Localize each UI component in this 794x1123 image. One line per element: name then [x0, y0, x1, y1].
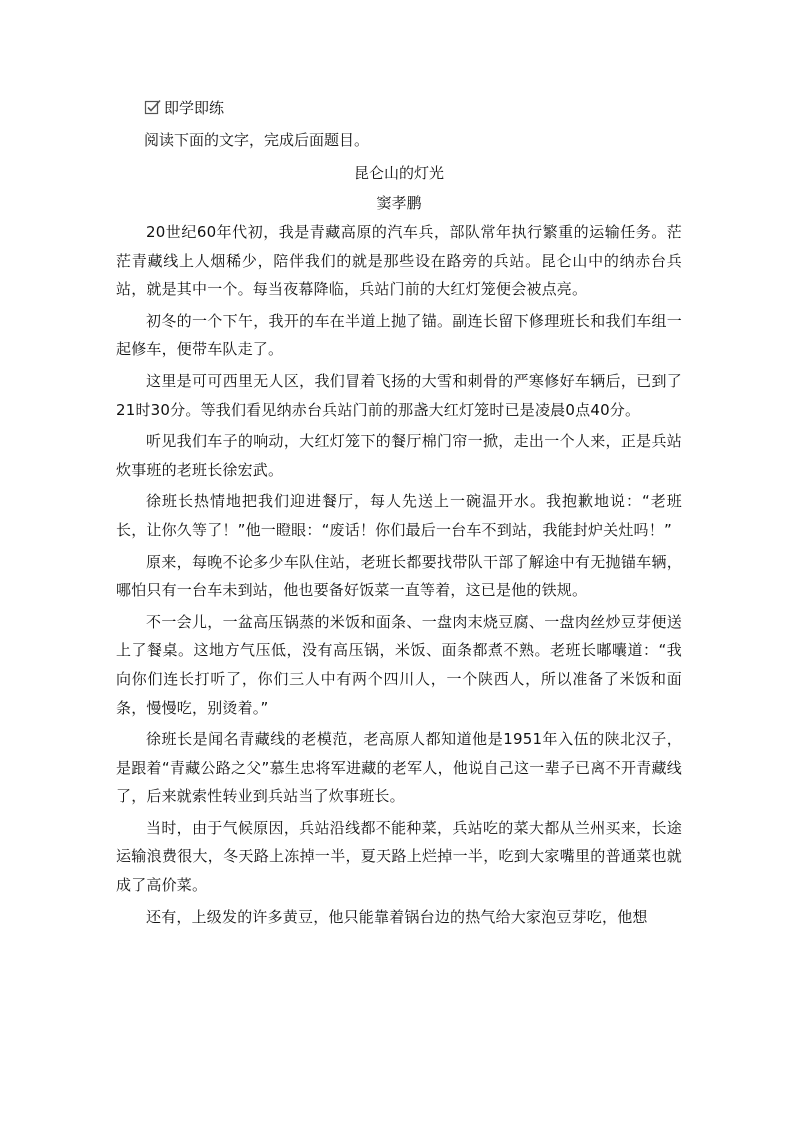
paragraph: 徐班长是闻名青藏线的老模范，老高原人都知道他是1951年入伍的陕北汉子，是跟着“青藏公路之父”慕生忠将军进藏的老军人，他说自己这一辈子已离不开青藏线了，后来就索性转业到兵站当了炊事班长。: [116, 730, 682, 806]
article-author: 窦孝鹏: [376, 194, 422, 212]
checkbox-pen-icon: [144, 98, 162, 116]
paragraph: 徐班长热情地把我们迎进餐厅，每人先送上一碗温开水。我抱歉地说：“老班长，让你久等了！”他一瞪眼：“废话！你们最后一台车不到站，我能封炉关灶吗！”: [116, 492, 682, 539]
section-heading: [116, 94, 682, 120]
section-label: 即学即练: [164, 98, 225, 117]
paragraph: 原来，每晚不论多少车队住站，老班长都要找带队干部了解途中有无抛锚车辆，哪怕只有一台车未到站，他也要备好饭菜一直等着，这已是他的铁规。: [116, 552, 682, 600]
paragraph: 当时，由于气候原因，兵站沿线都不能种菜，兵站吃的菜大都从兰州买来，长途运输浪费很大，冬天路上冻掉一半，夏天路上烂掉一半，吃到大家嘴里的普通菜也就成了高价菜。: [116, 818, 682, 895]
paragraph: 还有，上级发的许多黄豆，他只能靠着锅台边的热气给大家泡豆芽吃，他想: [146, 907, 648, 926]
paragraph: 初冬的一个下午，我开的车在半道上抛了锚。副连长留下修理班长和我们车组一起修车，便带车队走了。: [116, 311, 682, 359]
paragraph: 20世纪60年代初，我是青藏高原的汽车兵，部队常年执行繁重的运输任务。茫茫青藏线上人烟稀少，陪伴我们的就是那些设在路旁的兵站。昆仑山中的纳赤台兵站，就是其中一个。每当夜幕降临，兵站门前的大红灯笼便会被点亮。: [116, 223, 682, 299]
article-body: [116, 218, 682, 931]
paragraph: 听见我们车子的响动，大红灯笼下的餐厅棉门帘一掀，走出一个人来，正是兵站炊事班的老班长徐宏武。: [116, 432, 682, 479]
instruction-text: 阅读下面的文字，完成后面题目。: [144, 131, 370, 149]
paragraph: 不一会儿，一盆高压锅蒸的米饭和面条、一盘肉末烧豆腐、一盘肉丝炒豆芽便送上了餐桌。这地方气压低，没有高压锅，米饭、面条都煮不熟。老班长嘟囔道：“我向你们连长打听了，你们三人中有两个四川人，一个陕西人，所以准备了米饭和面条，慢慢吃，别烫着。”: [116, 612, 682, 717]
paragraph: 这里是可可西里无人区，我们冒着飞扬的大雪和刺骨的严寒修好车辆后，已到了21时30分。等我们看见纳赤台兵站门前的那盏大红灯笼时已是凌晨0点40分。: [116, 371, 682, 419]
article-title: 昆仑山的灯光: [353, 164, 444, 182]
document-page: [116, 94, 682, 931]
